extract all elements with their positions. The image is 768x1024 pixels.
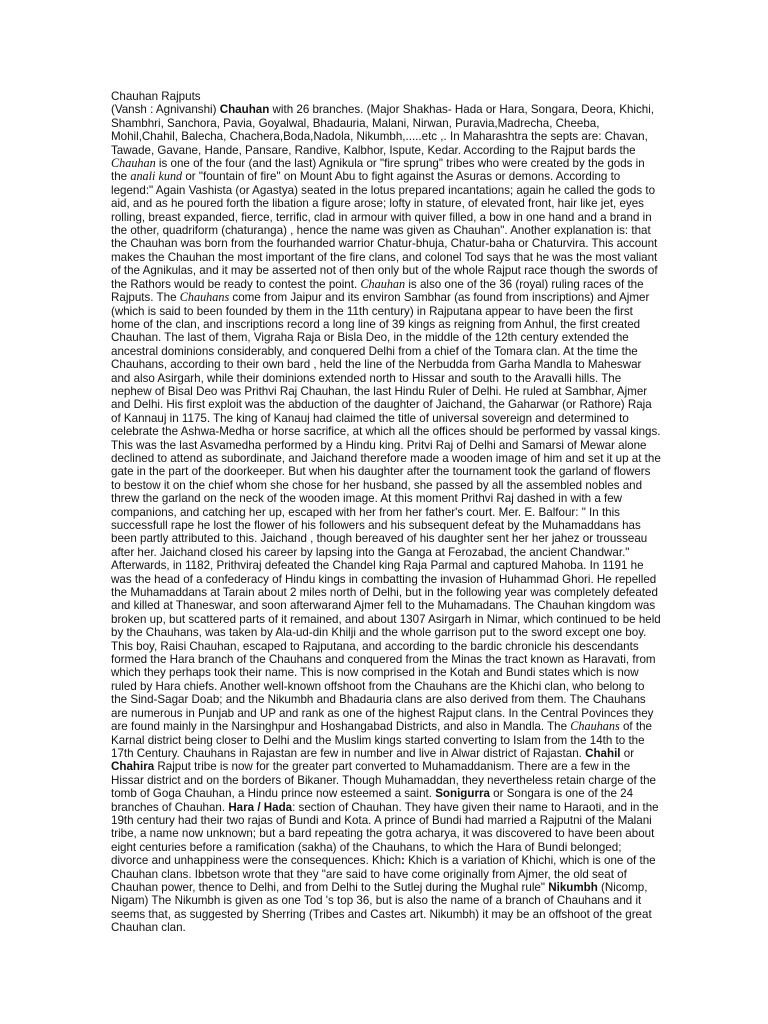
text-run: or Songara is one of the 24 branches of Chauhan. [111, 787, 634, 814]
text-run: with 26 branches. (Major Shakhas- Hada or Hara, Songara, Deora, Khichi, Shambhri, Sanchora, Pavia, Goyalwal, Bhadauria, Malani, Nirwan, Puravia,Madrecha, Cheeba, Mohil,Chahil, Balecha, Chachera,Boda,Nadola, Nikumbh,.....etc ,. In Maharashtra the septs are: Chavan, Tawade, Gavane, Hande, Pansare, Randive, Kalbhor, Ispute, Kedar. According to the Rajput bards the [111, 103, 655, 157]
document-body [111, 103, 662, 934]
text-run: or "fountain of fire" on Mount Abu to fight against the Asuras or demons. According to legend:" Again Vashista (or Agastya) seated in the lotus prepared incantations; again he called the gods to aid, and as he poured forth the libation a figure arose; lofty in stature, of elevated front, hair like jet, eyes rolling, breast expanded, fierce, terrific, clad in armour with quiver filled, a bow in one hand and a brand in the other, quadriform (chaturanga) , hence the name was given as Chauhan". Another explanation is: that the Chauhan was born from the fourhanded warrior Chatur-bhuja, Chatur-baha or Chaturvira. This account makes the Chauhan the most important of the fire clans, and colonel Tod says that he was the most valiant of the Agnikulas, and it may be asserted not of then only but of the whole Rajput race though the swords of the Rathors would be ready to contest the point. [111, 170, 658, 291]
bold-term: Chahira [111, 760, 155, 774]
bold-term: Chahil [585, 746, 621, 760]
bold-term: Chauhan [219, 103, 270, 117]
text-run: (Nicomp, Nigam) The Nikumbh is given as one Tod 's top 36, but is also the name of a branch of Chauhans and it seems that, as suggested by Sherring (Tribes and Castes art. Nikumbh) it may be an offshoot of the great Chauhan clan. [111, 880, 652, 935]
text-run: (Vansh : Agnivanshi) [111, 103, 220, 117]
text-run: is also one of the 36 (royal) ruling races of the Rajputs. The [111, 277, 644, 305]
text-run: come from Jaipur and its environ Sambhar (as found from inscriptions) and Ajmer (which is said to been founded by them in the 11th century) in Rajputana appear to have been the first home of the clan, and inscriptions record a long line of 39 kings as reigning from Anhul, the first created Chauhan. The last of them, Vigraha Raja or Bisla Deo, in the middle of the 12th century extended the ancestral dominions considerably, and conquered Delhi from a chief of the Tomara clan. At the time the Chauhans, according to their own bard , held the line of the Nerbudda from Garha Mandla to Maheswar and also Asirgarh, while their dominions extended north to Hissar and south to the Aravalli hills. The nephew of Bisal Deo was Prithvi Raj Chauhan, the last Hindu Ruler of Delhi. He ruled at Sambhar, Ajmer and Delhi. His first exploit was the abduction of the daughter of Jaichand, the Gaharwar (or Rathore) Raja of Kannauj in 1175. The king of Kanauj had claimed the title of universal sovereign and determined to celebrate the Ashwa-Medha or horse sacrifice, at which all the offices should be performed by vassal kings. This was the last Asvamedha performed by a Hindu king. Pritvi Raj of Delhi and Samarsi of Mewar alone declined to attend as subordinate, and Jaichand therefore made a wooden image of him and set it up at the gate in the part of the doorkeeper. But when his daughter after the tournament took the garland of flowers to bestow it on the chief whom she chose for her husband, she passed by all the assembled nobles and threw the garland on the neck of the wooden image. At this moment Prithvi Raj dashed in with a few companions, and catching her up, escaped with her from her father's court. Mer. E. Balfour: " In this successfull rape he lost the flower of his followers and his subsequent defeat by the Muhamaddans has been partly attributed to this. Jaichand , though bereaved of his daughter sent her her jahez or trousseau after her. Jaichand closed his career by lapsing into the Ganga at Ferozabad, the ancient Chandwar." Afterwards, in 1182, Prithviraj defeated the Chandel king Raja Parmal and captured Mahoba. In 1191 he was the head of a confederacy of Hindu kings in combatting the invasion of Huhammad Ghori. He repelled the Muhamaddans at Tarain about 2 miles north of Delhi, but in the following year was completely defeated and killed at Thaneswar, and soon afterwarand Ajmer fell to the Muhamadans. The Chauhan kingdom was broken up, but scattered parts of it remained, and about 1307 Asirgarh in Nimar, which continued to be held by the Chauhans, was taken by Ala-ud-din Khilji and the whole garrison put to the sword except one boy. This boy, Raisi Chauhan, escaped to Rajputana, and according to the bardic chronicle his descendants formed the Hara branch of the Chauhans and conquered from the Minas the tract known as Haravati, from which they perhaps took their name. This is now comprised in the Kotah and Bundi states which is now ruled by Hara chiefs. Another well-known offshoot from the Chauhans are the Khichi clan, who belong to the Sind-Sagar Doab; and the Nikumbh and Bhadauria clans are also derived from them. The Chauhans are numerous in Punjab and UP and rank as one of the highest Rajput clans. In the Central Povinces they are found mainly in the Narsinghpur and Hoshangabad Districts, and also in Mandla. The [111, 291, 661, 734]
text-run: or [620, 746, 635, 760]
text-run: of the Karnal district being closer to Delhi and the Muslim kings started converting to Islam from the 14th to the 17th Century. Chauhans in Rajastan are few in number and live in Alwar district of Rajastan. [111, 720, 652, 760]
italic-term: anali kund [130, 169, 183, 184]
text-run: Rajput tribe is now for the greater part converted to Muhamaddanism. There are a few in the Hissar district and on the borders of Bikaner. Though Muhamaddan, they nevertheless retain charge of the tomb of Goga Chauhan, a Hindu prince now esteemed a saint. [111, 760, 657, 801]
document-title: Chauhan Rajputs [111, 90, 201, 103]
bold-term: Hara / Hada [228, 800, 293, 814]
text-run: : section of Chauhan. They have given their name to Haraoti, and in the 19th century had their two rajas of Bundi and Kota. A prince of Bundi had married a Rajputni of the Malani tribe, a name now unknown; but a bard repeating the gotra acharya, it was discovered to have been about eight centuries before a ramification (sakha) of the Chauhans, to which the Hara of Bundi belonged; divorce and unhappiness were the consequences. Khich [111, 800, 659, 868]
bold-term: Sonigurra [435, 787, 490, 801]
text-run: is one of the four (and the last) Agnikula or "fire sprung" tribes who were created by the gods in the [111, 157, 645, 184]
document-page [111, 90, 662, 935]
bold-term: Nikumbh [548, 880, 598, 894]
bold-term: : [401, 854, 405, 868]
italic-term: Chauhan [360, 276, 406, 291]
italic-term: Chauhans [179, 290, 230, 305]
italic-term: Chauhans [570, 719, 620, 734]
italic-term: Chauhan [111, 156, 156, 171]
text-run: Khich is a variation of Khichi, which is one of the Chauhan clans. Ibbetson wrote that they "are said to have come originally from Ajmer, the old seat of Chauhan power, thence to Delhi, and from Delhi to the Sutlej during the Mughal rule" [111, 854, 656, 894]
